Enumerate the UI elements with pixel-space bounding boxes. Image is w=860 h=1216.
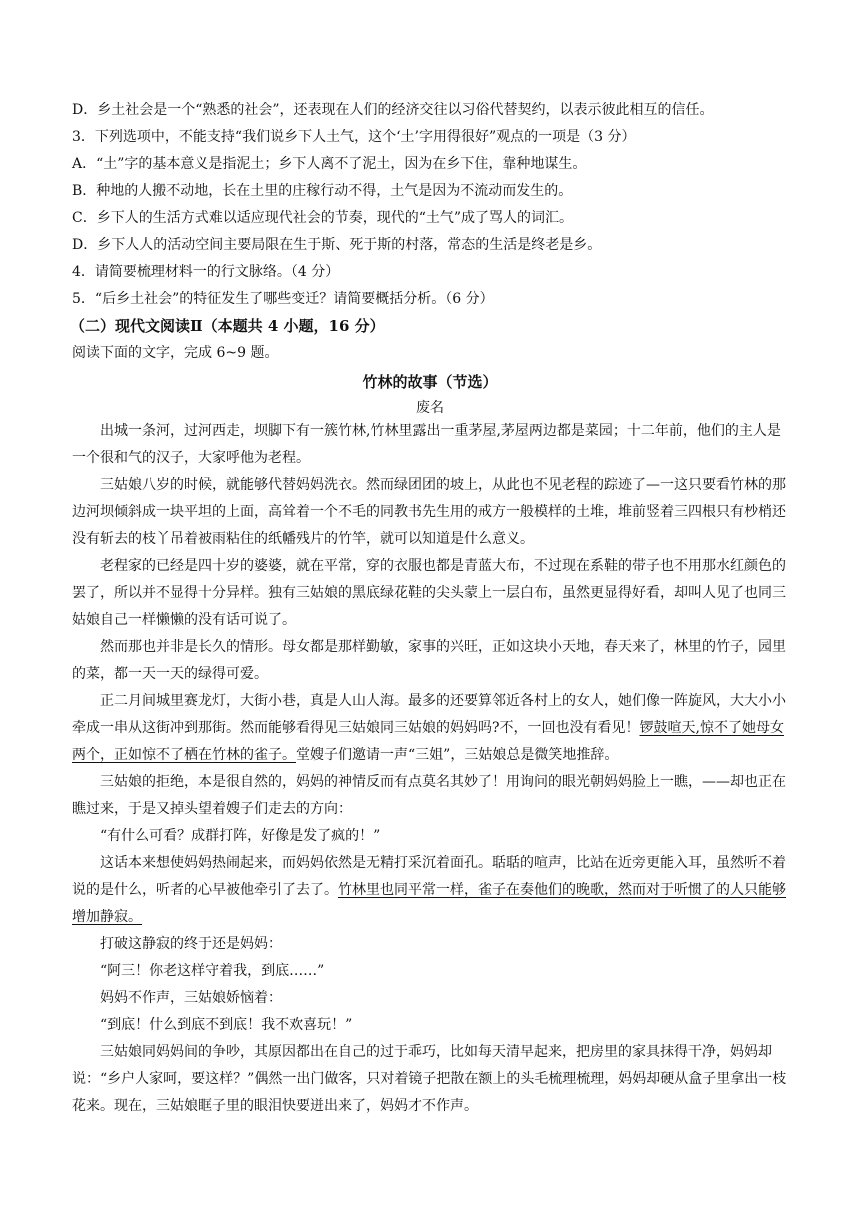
- article-paragraph-9: 打破这静寂的终于还是妈妈：: [100, 936, 282, 952]
- article-paragraph-11: 妈妈不作声，三姑娘娇恼着：: [100, 990, 282, 1006]
- question-3-option-d: D．乡下人人的活动空间主要局限在生于斯、死于斯的村落，常态的生活是终老是乡。: [72, 237, 602, 253]
- article-paragraph-10: “阿三！你老这样守着我，到底……”: [100, 963, 325, 979]
- article-paragraph-4: 然而那也并非是长久的情形。母女都是那样勤敏，家事的兴旺，正如这块小天地，春天来了，林里的竹子，园里的菜，都一天一天的绿得可爱。: [72, 639, 786, 682]
- article-paragraph-13: 三姑娘同妈妈间的争吵，其原因都出在自己的过于乖巧，比如每天清早起来，把房里的家具抹得干净，妈妈却说：“乡户人家呵，要这样？”偶然一出门做客，只对着镜子把散在额上的头毛梳理梳理，妈妈却硬从盒子里拿出一枝花来。现在，三姑娘眶子里的眼泪快要迸出来了，妈妈才不作声。: [72, 1044, 787, 1114]
- paragraph-8-text-a: 这话本来想使妈妈热闹起来，而妈妈依然是无精打采沉着面孔。聒聒的喧声，比站在近旁更能入耳，虽然听不着说的是什么，听者的心早被他牵引了去了。: [72, 855, 786, 898]
- question-3-option-a: A．“土”字的基本意义是指泥土；乡下人离不了泥土，因为在乡下住，靠种地谋生。: [72, 156, 587, 172]
- article-paragraph-8: [72, 850, 788, 931]
- section-heading: （二）现代文阅读Ⅱ（本题共 4 小题，16 分）: [70, 317, 385, 335]
- article-paragraph-6: 三姑娘的拒绝，本是很自然的，妈妈的神情反而有点莫名其妙了！用询问的眼光朝妈妈脸上一瞧，——却也正在瞧过来，于是又掉头望着嫂子们走去的方向：: [72, 774, 786, 817]
- section-instruction: 阅读下面的文字，完成 6~9 题。: [72, 345, 279, 361]
- paragraph-8-underlined-sentence: 竹林里也同平常一样，雀子在奏他们的晚歌，然而对于听惯了的人只能够增加静寂。: [72, 882, 786, 925]
- question-3-option-c: C．乡下人的生活方式难以适应现代社会的节奏，现代的“土气”成了骂人的词汇。: [72, 210, 574, 226]
- article-paragraph-1: 出城一条河，过河西走，坝脚下有一簇竹林,竹林里露出一重茅屋,茅屋两边都是菜园；十二年前，他们的主人是一个很和气的汉子，大家呼他为老程。: [72, 423, 781, 466]
- question-3-stem: 3．下列选项中，不能支持“我们说乡下人土气，这个‘土’字用得很好”观点的一项是（3 分）: [72, 129, 636, 145]
- paragraph-5-underlined-sentence: 锣鼓喧天,惊不了她母女两个，正如惊不了栖在竹林的雀子。: [72, 720, 784, 763]
- article-author: 废名: [416, 400, 444, 416]
- question-2-option-d: D．乡土社会是一个“熟悉的社会”，还表现在人们的经济交往以习俗代替契约，以表示彼此相互的信任。: [72, 102, 714, 118]
- article-paragraph-2: 三姑娘八岁的时候，就能够代替妈妈洗衣。然而绿团团的坡上，从此也不见老程的踪迹了—一这只要看竹林的那边河坝倾斜成一块平坦的上面，高耸着一个不毛的同教书先生用的戒方一般模样的土堆，堆前竖着三四根只有杪梢还没有斩去的枝丫吊着被雨粘住的纸幡残片的竹竿，就可以知道是什么意义。: [72, 477, 786, 547]
- paragraph-5-text-b: 堂嫂子们邀请一声“三姐”，三姑娘总是微笑地推辞。: [296, 747, 619, 763]
- paragraph-5-text-a: 正二月间城里赛龙灯，大街小巷，真是人山人海。最多的还要算邻近各村上的女人，她们像一阵旋风，大大小小牵成一串从这街冲到那街。然而能够看得见三姑娘同三姑娘的妈妈吗?不，一回也没有看见！: [72, 693, 786, 736]
- article-paragraph-7: “有什么可看？成群打阵，好像是发了疯的！”: [100, 828, 381, 844]
- question-5: 5．“后乡土社会”的特征发生了哪些变迁？请简要概括分析。（6 分）: [72, 291, 494, 307]
- question-4: 4．请简要梳理材料一的行文脉络。（4 分）: [72, 264, 340, 280]
- question-3-option-b: B．种地的人搬不动地，长在土里的庄稼行动不得，土气是因为不流动而发生的。: [72, 183, 573, 199]
- article-paragraph-12: “到底！什么到底不到底！我不欢喜玩！”: [100, 1017, 353, 1033]
- article-title: 竹林的故事（节选）: [362, 373, 498, 391]
- article-paragraph-5: [72, 688, 788, 769]
- article-paragraph-3: 老程家的已经是四十岁的婆婆，就在平常，穿的衣服也都是青蓝大布，不过现在系鞋的带子也不用那水红颜色的罢了，所以并不显得十分异样。独有三姑娘的黑底绿花鞋的尖头蒙上一层白布，虽然更显得好看，却叫人见了也同三姑娘自己一样懒懒的没有话可说了。: [72, 558, 786, 628]
